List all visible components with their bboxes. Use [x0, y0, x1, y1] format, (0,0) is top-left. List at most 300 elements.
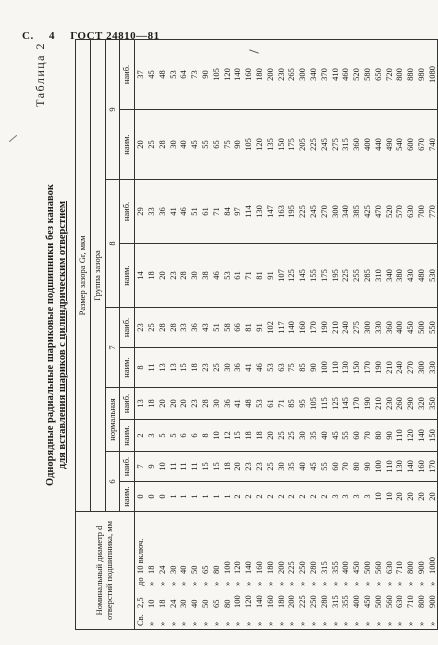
clearance-value: 45 [146, 39, 157, 109]
clearance-value: 23 [189, 388, 200, 420]
clearance-value: 0 [157, 482, 168, 512]
range-to-word: » [167, 581, 178, 586]
clearance-value: 2 [243, 482, 254, 512]
clearance-value: 120 [221, 39, 232, 109]
range-from: 65 [210, 599, 221, 608]
range-from: 450 [361, 595, 372, 608]
clearance-value: 145 [340, 388, 351, 420]
clearance-value: 245 [319, 110, 330, 180]
clearance-value: 85 [286, 388, 297, 420]
clearance-value: 520 [351, 39, 362, 109]
range-to: 450 [351, 561, 362, 574]
clearance-value: 180 [254, 39, 265, 109]
clearance-value: 36 [189, 308, 200, 348]
clearance-value: 520 [383, 180, 394, 244]
range-to: 500 [361, 561, 372, 574]
table-row [297, 39, 308, 629]
clearance-value: 46 [211, 244, 222, 308]
table-row [383, 39, 394, 629]
clearance-value: 91 [254, 308, 265, 348]
clearance-value: 135 [265, 110, 276, 180]
clearance-value: 25 [146, 308, 157, 348]
clearance-value: 25 [286, 420, 297, 452]
diameter-range [275, 512, 286, 630]
table-row [340, 39, 351, 629]
range-to-word: » [146, 581, 156, 586]
clearance-value: 340 [308, 39, 319, 109]
clearance-value: 33 [178, 308, 189, 348]
clearance-value: 46 [178, 180, 189, 244]
clearance-value: 145 [297, 244, 308, 308]
range-to-word: » [178, 581, 189, 586]
clearance-value: 11 [146, 348, 157, 388]
diameter-range [254, 512, 265, 630]
clearance-value: 380 [394, 244, 405, 308]
clearance-value: 190 [362, 388, 373, 420]
range-to: 40 [178, 565, 189, 574]
header-group: Группа зазора [90, 39, 105, 511]
range-to-word: » [426, 581, 437, 586]
table-row [329, 39, 340, 629]
clearance-value: 6 [189, 420, 200, 452]
header-min: наим. [120, 244, 135, 308]
clearance-value: 15 [178, 348, 189, 388]
clearance-value: 20 [394, 482, 405, 512]
clearance-value: 470 [373, 180, 384, 244]
header-group-9: 9 [105, 39, 120, 179]
range-to: 630 [383, 561, 394, 574]
clearance-value: 1 [178, 482, 189, 512]
clearance-value: 41 [232, 388, 243, 420]
clearance-value: 55 [319, 452, 330, 482]
table-row [254, 39, 265, 629]
clearance-value: 30 [275, 452, 286, 482]
clearance-value: 105 [211, 39, 222, 109]
table-row [416, 39, 427, 629]
header-min: наим. [120, 482, 135, 512]
clearance-value: 170 [427, 452, 438, 482]
diameter-range [265, 512, 276, 630]
range-from: 2,5 [135, 597, 146, 608]
clearance-value: 130 [394, 452, 405, 482]
clearance-value: 270 [405, 348, 416, 388]
clearance-value: 71 [211, 180, 222, 244]
clearance-value: 125 [286, 244, 297, 308]
clearance-value: 13 [167, 348, 178, 388]
clearance-value: 53 [265, 348, 276, 388]
range-prefix: » [351, 621, 362, 626]
table-row [167, 39, 178, 629]
diameter-range [319, 512, 330, 630]
clearance-value: 55 [340, 420, 351, 452]
range-from: 900 [426, 595, 437, 608]
clearance-value: 3 [351, 482, 362, 512]
clearance-value: 115 [319, 388, 330, 420]
range-to-word: » [286, 581, 297, 586]
clearance-value: 330 [373, 308, 384, 348]
clearance-value: 630 [405, 180, 416, 244]
clearance-value: 255 [351, 244, 362, 308]
clearance-value: 48 [157, 39, 168, 109]
diameter-range [383, 512, 394, 630]
clearance-value: 2 [265, 482, 276, 512]
clearance-value: 11 [189, 452, 200, 482]
clearance-value: 23 [254, 452, 265, 482]
clearance-value: 18 [243, 420, 254, 452]
clearance-value: 20 [416, 482, 427, 512]
clearance-value: 150 [351, 348, 362, 388]
clearance-value: 3 [340, 482, 351, 512]
clearance-value: 3 [362, 482, 373, 512]
clearance-value: 7 [135, 452, 146, 482]
range-to: 10 включ. [135, 538, 146, 574]
clearance-value: 20 [178, 388, 189, 420]
range-to-word: » [221, 581, 232, 586]
range-from: 10 [146, 599, 156, 608]
range-prefix: » [415, 621, 426, 626]
range-to-word: » [340, 581, 351, 586]
clearance-value: 1 [211, 482, 222, 512]
clearance-value: 100 [373, 452, 384, 482]
range-from: 225 [297, 595, 308, 608]
clearance-value: 400 [394, 308, 405, 348]
table-row [178, 39, 189, 629]
header-min: наим. [120, 110, 135, 180]
range-to-word: » [405, 581, 416, 586]
clearance-value: 53 [167, 39, 178, 109]
clearance-value: 11 [167, 452, 178, 482]
clearance-value: 120 [254, 110, 265, 180]
diameter-range [329, 512, 340, 630]
clearance-value: 20 [157, 244, 168, 308]
range-to: 800 [405, 561, 416, 574]
clearance-value: 1 [200, 482, 211, 512]
clearance-value: 195 [329, 244, 340, 308]
clearance-value: 2 [297, 482, 308, 512]
clearance-value: 23 [167, 244, 178, 308]
clearance-value: 550 [427, 308, 438, 348]
diameter-range [178, 512, 189, 630]
range-to-word: » [189, 581, 200, 586]
clearance-value: 315 [340, 110, 351, 180]
clearance-value: 45 [329, 420, 340, 452]
table-row [243, 39, 254, 629]
clearance-value: 170 [362, 348, 373, 388]
clearance-value: 140 [405, 452, 416, 482]
clearance-value: 300 [362, 308, 373, 348]
range-from: 560 [383, 595, 394, 608]
clearance-value: 30 [211, 388, 222, 420]
range-to-word: » [210, 581, 221, 586]
range-to: 250 [297, 561, 308, 574]
clearance-value: 160 [416, 452, 427, 482]
clearance-value: 0 [146, 482, 157, 512]
range-prefix: » [156, 621, 167, 626]
clearance-value: 580 [362, 39, 373, 109]
table-body [135, 39, 438, 629]
clearance-value: 23 [135, 308, 146, 348]
clearance-value: 150 [275, 110, 286, 180]
clearance-value: 90 [232, 110, 243, 180]
clearance-value: 20 [232, 452, 243, 482]
range-to: 280 [307, 561, 318, 574]
clearance-value: 15 [211, 452, 222, 482]
range-to-word: » [264, 581, 275, 586]
range-from: 400 [351, 595, 362, 608]
clearance-value: 25 [265, 452, 276, 482]
range-prefix: » [340, 621, 351, 626]
clearance-value: 260 [394, 388, 405, 420]
range-to: 225 [286, 561, 297, 574]
clearance-value: 700 [416, 180, 427, 244]
table-row [405, 39, 416, 629]
range-from: 100 [232, 595, 243, 608]
range-from: 800 [415, 595, 426, 608]
clearance-value: 195 [286, 180, 297, 244]
clearance-value: 490 [383, 110, 394, 180]
range-to: 710 [394, 561, 405, 574]
range-prefix: » [189, 621, 200, 626]
clearance-value: 64 [178, 39, 189, 109]
clearance-value: 340 [383, 244, 394, 308]
scan-mark [9, 135, 17, 142]
diameter-range [167, 512, 178, 630]
clearance-value: 245 [308, 180, 319, 244]
clearance-value: 175 [319, 244, 330, 308]
diameter-range [146, 512, 157, 630]
page-number: 4 [48, 30, 55, 42]
range-to: 120 [232, 561, 243, 574]
range-from: 200 [286, 595, 297, 608]
clearance-value: 45 [189, 110, 200, 180]
range-to-word: » [297, 581, 308, 586]
table-row [221, 39, 232, 629]
clearance-value: 90 [200, 39, 211, 109]
range-to: 30 [167, 565, 178, 574]
table-row [265, 39, 276, 629]
clearance-value: 36 [232, 348, 243, 388]
diameter-range [405, 512, 416, 630]
clearance-value: 190 [319, 308, 330, 348]
range-from: 140 [253, 595, 264, 608]
clearance-value: 30 [189, 244, 200, 308]
clearance-value: 61 [200, 180, 211, 244]
clearance-value: 75 [221, 110, 232, 180]
clearance-value: 18 [254, 420, 265, 452]
range-to-word: » [156, 581, 167, 586]
clearance-value: 95 [297, 388, 308, 420]
range-to-word: » [394, 581, 405, 586]
range-from: 50 [199, 599, 210, 608]
clearance-value: 205 [297, 110, 308, 180]
clearance-value: 350 [427, 388, 438, 420]
range-prefix: » [232, 621, 243, 626]
range-to-word: » [243, 581, 254, 586]
table-row [373, 39, 384, 629]
clearance-value: 45 [308, 452, 319, 482]
table-row [286, 39, 297, 629]
clearance-value: 200 [265, 39, 276, 109]
clearance-value: 400 [362, 110, 373, 180]
clearance-value: 800 [394, 39, 405, 109]
range-to: 50 [189, 565, 200, 574]
clearance-value: 71 [275, 388, 286, 420]
header-max: наиб. [120, 308, 135, 348]
range-to: 100 [221, 561, 232, 574]
range-to: 140 [243, 561, 254, 574]
clearance-value: 110 [383, 452, 394, 482]
clearance-value: 360 [383, 308, 394, 348]
range-from: 120 [243, 595, 254, 608]
clearance-value: 285 [362, 244, 373, 308]
clearance-value: 10 [211, 420, 222, 452]
clearance-value: 20 [405, 482, 416, 512]
clearance-value: 35 [308, 420, 319, 452]
range-prefix: » [221, 621, 232, 626]
clearance-value: 90 [383, 420, 394, 452]
table-row [189, 39, 200, 629]
clearance-value: 210 [329, 308, 340, 348]
clearance-value: 540 [394, 110, 405, 180]
range-to: 400 [340, 561, 351, 574]
table-title-main: Однорядные радиальные шариковые подшипники без канавок [45, 184, 56, 486]
range-from: 710 [405, 595, 416, 608]
range-from: 18 [156, 599, 167, 608]
clearance-value: 300 [416, 348, 427, 388]
clearance-value: 230 [275, 39, 286, 109]
clearance-value: 500 [416, 308, 427, 348]
clearance-value: 230 [383, 388, 394, 420]
clearance-value: 210 [383, 348, 394, 388]
clearance-value: 28 [178, 244, 189, 308]
clearance-value: 60 [351, 420, 362, 452]
clearance-value: 28 [157, 308, 168, 348]
range-prefix: » [199, 621, 210, 626]
clearance-value: 3 [146, 420, 157, 452]
clearance-value: 440 [373, 110, 384, 180]
clearance-value: 370 [319, 39, 330, 109]
clearance-value: 9 [146, 452, 157, 482]
clearance-value: 2 [135, 420, 146, 452]
clearance-value: 80 [351, 452, 362, 482]
range-to-word: до [135, 577, 146, 586]
range-to-word: » [199, 581, 210, 586]
range-prefix: » [243, 621, 254, 626]
clearance-value: 23 [200, 348, 211, 388]
range-to: 1000 [426, 557, 437, 574]
range-prefix: » [329, 621, 340, 626]
table-row [135, 39, 146, 629]
clearance-value: 150 [427, 420, 438, 452]
clearance-value: 81 [243, 308, 254, 348]
clearance-value: 107 [275, 244, 286, 308]
range-from: 30 [178, 599, 189, 608]
clearance-value: 360 [351, 110, 362, 180]
clearance-value: 15 [232, 420, 243, 452]
clearance-value: 97 [232, 180, 243, 244]
clearance-value: 240 [394, 348, 405, 388]
clearance-value: 37 [135, 39, 146, 109]
clearance-value: 63 [275, 348, 286, 388]
clearance-value: 25 [211, 348, 222, 388]
clearance-value: 20 [265, 420, 276, 452]
clearance-value: 425 [362, 180, 373, 244]
clearance-value: 170 [308, 308, 319, 348]
clearance-value: 340 [340, 180, 351, 244]
table-row [146, 39, 157, 629]
clearance-value: 130 [254, 180, 265, 244]
clearance-value: 36 [157, 180, 168, 244]
table-row [351, 39, 362, 629]
diameter-range [427, 512, 438, 630]
range-prefix: » [146, 621, 156, 626]
clearance-value: 81 [254, 244, 265, 308]
clearance-value: 385 [351, 180, 362, 244]
header-min: наим. [120, 420, 135, 452]
diameter-range [297, 512, 308, 630]
range-to-word: » [383, 581, 394, 586]
diameter-range [189, 512, 200, 630]
clearance-value: 225 [297, 180, 308, 244]
clearance-value: 10 [373, 482, 384, 512]
clearance-value: 53 [221, 244, 232, 308]
diameter-range [394, 512, 405, 630]
range-prefix: » [253, 621, 264, 626]
clearance-value: 117 [275, 308, 286, 348]
table-row [394, 39, 405, 629]
clearance-value: 60 [329, 452, 340, 482]
range-to-word: » [253, 581, 264, 586]
clearance-value: 66 [232, 308, 243, 348]
table-label: Таблица 2 [33, 42, 47, 107]
diameter-range [211, 512, 222, 630]
range-from: 250 [307, 595, 318, 608]
clearance-value: 410 [329, 39, 340, 109]
clearance-value: 430 [405, 244, 416, 308]
diameter-range [232, 512, 243, 630]
range-prefix: » [307, 621, 318, 626]
table-row [427, 39, 438, 629]
range-to: 900 [415, 561, 426, 574]
clearance-value: 23 [243, 452, 254, 482]
clearance-value: 40 [178, 110, 189, 180]
clearance-value: 670 [416, 110, 427, 180]
clearance-value: 12 [221, 420, 232, 452]
clearance-value: 70 [362, 420, 373, 452]
range-to: 18 [146, 565, 156, 574]
clearance-value: 90 [362, 452, 373, 482]
range-prefix: » [286, 621, 297, 626]
clearance-value: 18 [221, 452, 232, 482]
clearance-value: 530 [427, 244, 438, 308]
clearance-value: 25 [146, 110, 157, 180]
range-prefix: » [210, 621, 221, 626]
clearance-value: 90 [308, 348, 319, 388]
clearance-value: 880 [405, 39, 416, 109]
clearance-value: 140 [286, 308, 297, 348]
clearance-value: 61 [232, 244, 243, 308]
clearance-value: 240 [340, 308, 351, 348]
rotated-table-block [31, 40, 437, 630]
diameter-range [200, 512, 211, 630]
range-prefix: » [178, 621, 189, 626]
clearance-value: 3 [329, 482, 340, 512]
clearance-value: 10 [157, 452, 168, 482]
range-from: 315 [329, 595, 340, 608]
clearance-value: 120 [405, 420, 416, 452]
clearance-value: 1 [189, 482, 200, 512]
clearance-value: 114 [243, 180, 254, 244]
